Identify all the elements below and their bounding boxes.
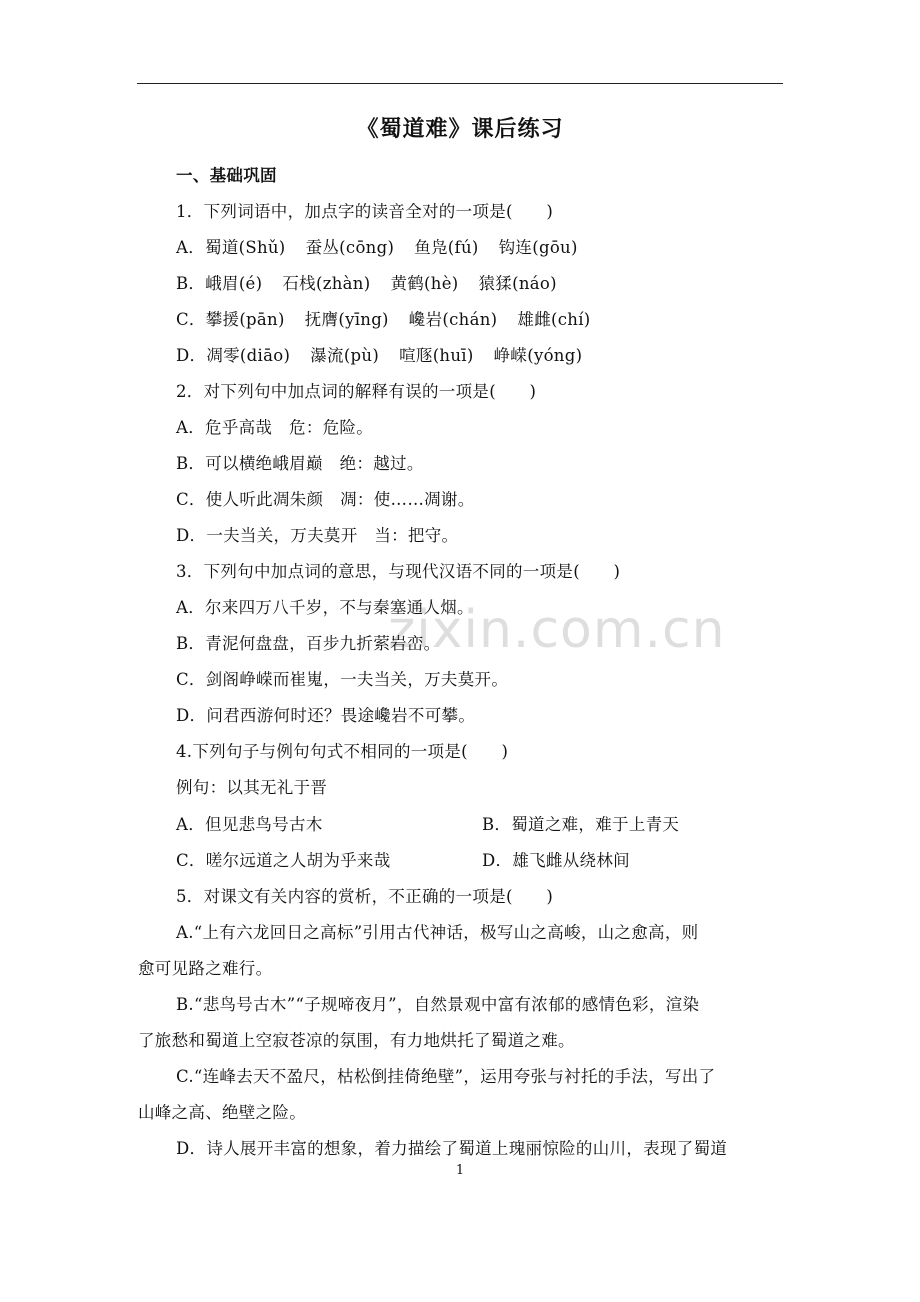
question-1-option-b [176, 270, 577, 294]
question-4-option-d: D．雄飞雌从绕林间 [482, 851, 630, 870]
question-5-option-b: B.“悲鸟号古木”“子规啼夜月”，自然景观中富有浓郁的感情色彩，渲染 [176, 995, 700, 1014]
question-2-option-d: D．一夫当关，万夫莫开 当：把守。 [176, 526, 459, 545]
question-3-option-c: C．剑阁峥嵘而崔嵬，一夫当关，万夫莫开。 [176, 670, 509, 689]
header-rule [137, 83, 783, 84]
question-5-option-c-cont: 山峰之高、绝壁之险。 [138, 1103, 306, 1122]
question-4-stem: 4.下列句子与例句句式不相同的一项是( ) [176, 742, 509, 761]
option-term: B．峨眉(é) [176, 274, 263, 293]
question-3-stem: 3．下列句中加点词的意思，与现代汉语不同的一项是( ) [176, 562, 621, 581]
question-1-stem: 1．下列词语中，加点字的读音全对的一项是( ) [176, 202, 554, 221]
question-5-stem: 5．对课文有关内容的赏析，不正确的一项是( ) [176, 887, 554, 906]
question-3-option-a: A．尔来四万八千岁，不与秦塞通人烟。 [176, 598, 474, 617]
question-5-option-d: D．诗人展开丰富的想象，着力描绘了蜀道上瑰丽惊险的山川，表现了蜀道 [176, 1139, 728, 1158]
question-4-option-a: A．但见悲鸟号古木 [176, 815, 323, 834]
page-number: 1 [455, 1163, 465, 1178]
option-term: 峥嵘(yóng) [493, 346, 583, 365]
question-4-option-c: C．嗟尔远道之人胡为乎来哉 [176, 851, 391, 870]
watermark: zixin.com.cn [388, 600, 726, 660]
option-term: 喧豗(huī) [399, 346, 474, 365]
option-term: 抚膺(yīng) [304, 310, 389, 329]
option-term: 瀑流(pù) [310, 346, 380, 365]
option-term: 黄鹤(hè) [390, 274, 459, 293]
option-term: 钩连(gōu) [498, 238, 578, 257]
question-2-option-a: A．危乎高哉 危：危险。 [176, 418, 374, 437]
question-5-option-c: C.“连峰去天不盈尺，枯松倒挂倚绝壁”，运用夸张与衬托的手法，写出了 [176, 1067, 716, 1086]
section-heading: 一、基础巩固 [176, 166, 277, 185]
question-1-option-c [176, 306, 611, 330]
option-term: 雄雌(chí) [517, 310, 591, 329]
question-2-option-c: C．使人听此凋朱颜 凋：使……凋谢。 [176, 490, 475, 509]
question-4-example: 例句：以其无礼于晋 [176, 778, 328, 797]
option-term: 蚕丛(cōng) [305, 238, 395, 257]
question-2-stem: 2．对下列句中加点词的解释有误的一项是( ) [176, 382, 537, 401]
question-1-option-a [176, 234, 598, 258]
question-5-option-b-cont: 了旅愁和蜀道上空寂苍凉的氛围，有力地烘托了蜀道之难。 [138, 1031, 575, 1050]
question-3-option-d: D．问君西游何时还？畏途巉岩不可攀。 [176, 706, 476, 725]
option-term: D．凋零(diāo) [176, 346, 291, 365]
option-term: 鱼凫(fú) [414, 238, 479, 257]
option-term: 巉岩(chán) [408, 310, 498, 329]
question-2-option-b: B．可以横绝峨眉巅 绝：越过。 [176, 454, 424, 473]
question-3-option-b: B．青泥何盘盘，百步九折萦岩峦。 [176, 634, 441, 653]
question-1-option-d [176, 342, 602, 366]
option-term: 猿猱(náo) [478, 274, 557, 293]
question-4-option-b: B．蜀道之难，难于上青天 [482, 815, 680, 834]
question-5-option-a-cont: 愈可见路之难行。 [138, 959, 273, 978]
option-term: 石栈(zhàn) [282, 274, 371, 293]
document-title: 《蜀道难》课后练习 [356, 117, 564, 142]
option-term: A．蜀道(Shǔ) [176, 238, 286, 257]
question-5-option-a: A.“上有六龙回日之高标”引用古代神话，极写山之高峻，山之愈高，则 [176, 923, 699, 942]
option-term: C．攀援(pān) [176, 310, 285, 329]
